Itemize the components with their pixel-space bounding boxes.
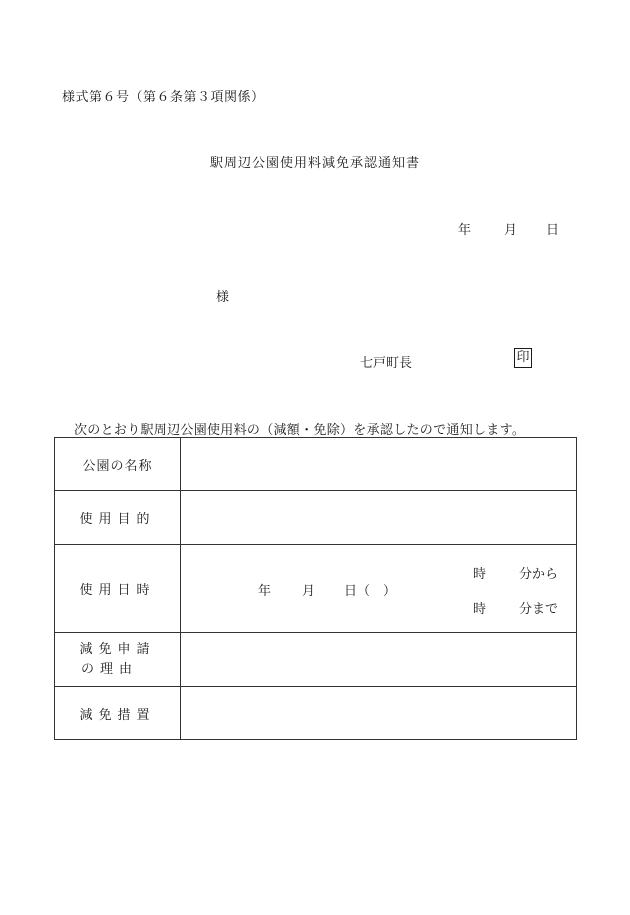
usage-minute-to-label: 分まで [519,602,559,617]
usage-year-label: 年 [258,584,272,599]
date-month-label: 月 [504,223,518,238]
intro-text: 次のとおり駅周辺公園使用料の（減額・免除）を承認したので通知します。 [74,423,526,438]
park-name-label: 公園の名称 [55,438,181,491]
usage-hour-from-label: 時 [473,567,487,582]
table-row [55,545,577,633]
date-year-label: 年 [458,223,472,238]
reduction-reason-label [55,633,181,687]
reduction-reason-label-line2: の理由 [81,661,139,677]
usage-day-label: 日（ ） [344,584,397,599]
issue-date [458,219,559,238]
table-row [55,687,577,740]
purpose-field[interactable] [181,491,577,545]
usage-datetime-field[interactable] [181,545,577,633]
reduction-reason-label-line1: 減免申請 [79,641,156,657]
usage-hour-to-label: 時 [473,602,487,617]
reduction-measure-field[interactable] [181,687,577,740]
form-number: 様式第６号（第６条第３項関係） [62,90,265,105]
usage-month-label: 月 [302,584,316,599]
document-title: 駅周辺公園使用料減免承認通知書 [209,156,420,171]
usage-minute-from-label: 分から [519,567,559,582]
seal-mark: 印 [514,348,532,368]
park-name-field[interactable] [181,438,577,491]
usage-datetime-label: 使用日時 [55,545,181,633]
table-row [55,633,577,687]
table-row [55,491,577,545]
reduction-measure-label: 減免措置 [55,687,181,740]
addressee-suffix: 様 [216,290,230,305]
date-day-label: 日 [546,223,560,238]
issuer-name: 七戸町長 [360,356,413,371]
table-row [55,438,577,491]
purpose-label: 使用目的 [55,491,181,545]
details-table [54,437,577,740]
reduction-reason-field[interactable] [181,633,577,687]
